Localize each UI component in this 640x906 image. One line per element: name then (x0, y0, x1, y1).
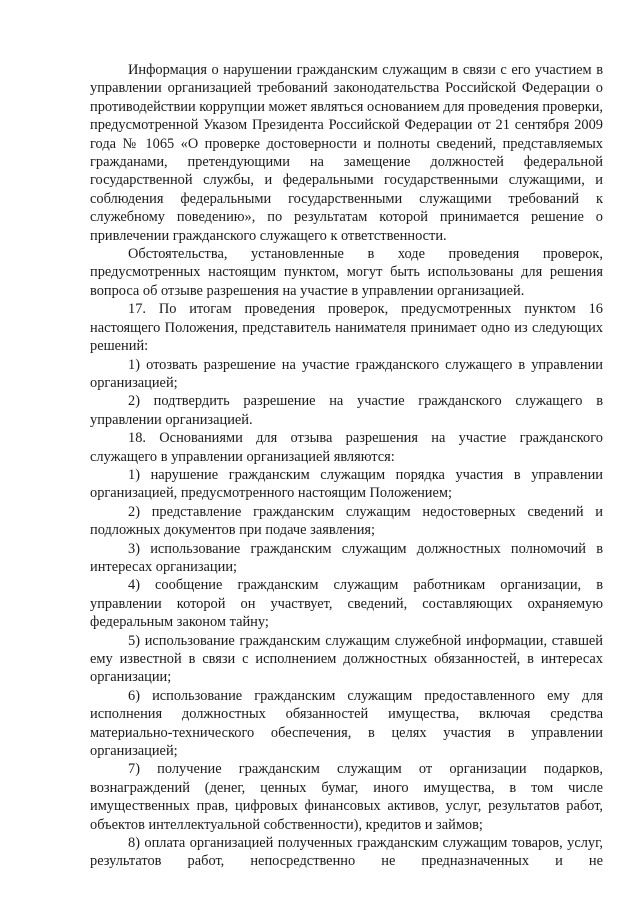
paragraph-item-18: 18. Основаниями для отзыва разрешения на участие гражданского служащего в управлении организацией являются: (90, 430, 603, 465)
paragraph-item-17-2: 2) подтвердить разрешение на участие гражданского служащего в управлении организацией. (90, 393, 603, 428)
document-page (90, 61, 603, 871)
paragraph-item-18-4: 4) сообщение гражданским служащим работникам организации, в управлении которой он участвует, сведений, составляющих охраняемую федеральным законом тайну; (90, 577, 603, 631)
paragraph-item-18-1: 1) нарушение гражданским служащим порядка участия в управлении организацией, предусмотренного настоящим Положением; (90, 466, 603, 502)
paragraph-item-17-1: 1) отозвать разрешение на участие гражданского служащего в управлении организацией; (90, 356, 603, 391)
paragraph-item-18-6: 6) использование гражданским служащим предоставленного ему для исполнения должностных обязанностей имущества, включая средства материально-технического обеспечения, в целях участия в управлении организацией; (90, 687, 603, 760)
paragraph-item-18-5: 5) использование гражданским служащим служебной информации, ставшей ему известной в связи с исполнением должностных обязанностей, в интересах организации; (90, 632, 603, 686)
paragraph-item-18-8: 8) оплата организацией полученных гражданским служащим товаров, услуг, результатов работ, непосредственно не предназначенных и не (90, 835, 603, 870)
paragraph-item-17: 17. По итогам проведения проверок, предусмотренных пунктом 16 настоящего Положения, представитель нанимателя принимает одно из следующих решений: (90, 301, 603, 355)
paragraph-circumstances: Обстоятельства, установленные в ходе проведения проверок, предусмотренных настоящим пунктом, могут быть использованы для решения вопроса об отзыве разрешения на участие в управлении организацией. (90, 246, 603, 299)
paragraph-info-violation: Информация о нарушении гражданским служащим в связи с его участием в управлении организацией требований законодательства Российской Федерации о противодействии коррупции может являться основанием для проведения проверки, предусмотренной Указом Президента Российской Федерации от 21 сентября 2009 года № 1065 «О проверке достоверности и полноты сведений, представляемых гражданами, претендующими на замещение должностей федеральной государственной службы, и федеральными государственными служащими, и соблюдения федеральными государственными служащими требований к служебному поведению», по результатам которой принимается решение о привлечении гражданского служащего к ответственности. (90, 62, 604, 244)
paragraph-item-18-2: 2) представление гражданским служащим недостоверных сведений и подложных документов при подаче заявления; (90, 503, 603, 539)
paragraph-item-18-7: 7) получение гражданским служащим от организации подарков, вознаграждений (денег, ценных бумаг, иного имущества, в том числе имущественных прав, цифровых финансовых активов, услуг, результатов работ, объектов интеллектуальной собственности), кредитов и займов; (90, 761, 603, 833)
paragraph-item-18-3: 3) использование гражданским служащим должностных полномочий в интересах организации; (90, 540, 603, 575)
